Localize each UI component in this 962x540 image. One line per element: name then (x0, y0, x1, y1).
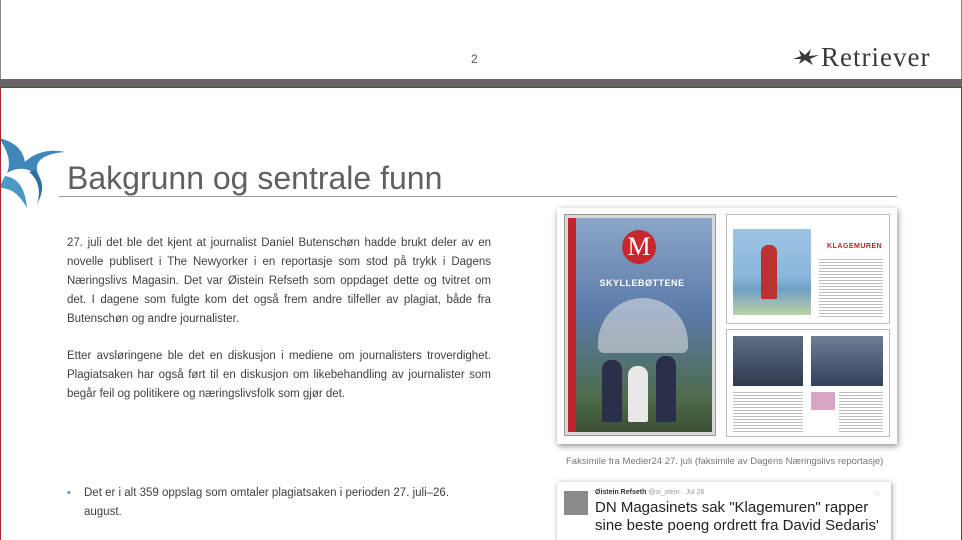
spread-pullquote (811, 392, 835, 410)
slide (0, 87, 962, 540)
bullet-icon: • (67, 487, 71, 499)
spread-photo (811, 336, 883, 386)
tweet-header (595, 489, 704, 496)
slide-separator (0, 79, 962, 87)
paragraph-background: 27. juli det ble det kjent at journalist Daniel Butenschøn hadde brukt deler av en novelle publisert i The Newyorker i en reportasje som stod på trykk i Dagens Næringslivs Magasin. Det var Øistein Refseth som oppdaget dette og tvitret om det. I dagene som fulgte kom det også frem andre tilfeller av plagiat, både fra Butenschøn og andre journalister. (67, 237, 491, 325)
magazine-spread-top (727, 215, 889, 323)
tweet-author: Øistein Refseth (595, 489, 647, 496)
spread-text (819, 259, 883, 317)
magazine-spread-bottom (727, 330, 889, 436)
tweet-meta: @oi_stein · Jul 26 (648, 489, 705, 496)
cover-logo: M (622, 230, 656, 264)
spread-text (839, 392, 883, 432)
spread-photo (733, 336, 803, 386)
carousel-illustration (598, 298, 688, 353)
facsimile-image (557, 208, 897, 444)
bird-decoration-icon (0, 128, 69, 218)
retriever-bird-icon (791, 47, 821, 67)
brand-name: Retriever (821, 41, 931, 72)
facsimile-caption: Faksimile fra Medier24 27. juli (faksimile av Dagens Næringslivs reportasje) (566, 456, 884, 467)
spread-text (733, 392, 803, 432)
spread-person (761, 245, 777, 299)
slide-title: Bakgrunn og sentrale funn (67, 160, 443, 196)
magazine-cover (565, 215, 715, 435)
page-number: 2 (471, 52, 478, 66)
paragraph-discussion: Etter avsløringene ble det en diskusjon i mediene om journalisters troverdighet. Plagiatsaken har også ført til en diskusjon om likebehandling av journalister som begår feil og politikere og næringslivsfolk som gjør det. (67, 350, 491, 400)
tweet-card (557, 482, 891, 540)
retriever-logo (791, 40, 930, 74)
spread-headline: KLAGEMUREN (827, 243, 883, 250)
tweet-text: DN Magasinets sak "Klagemuren" rapper sine beste poeng ordrett fra David Sedaris' (595, 499, 879, 534)
cover-person (656, 356, 676, 422)
list-item (67, 484, 479, 522)
avatar (564, 491, 588, 515)
cover-headline: SKYLLEBØTTENE (599, 278, 685, 288)
cover-person (602, 360, 622, 422)
previous-slide (0, 0, 962, 79)
bullet-text: Det er i alt 359 oppslag som omtaler plagiatsaken i perioden 27. juli–26. august. (84, 487, 450, 518)
star-icon: ☆ (873, 489, 881, 498)
findings-list (67, 484, 479, 522)
cover-person (628, 366, 648, 422)
title-underline (59, 196, 897, 197)
